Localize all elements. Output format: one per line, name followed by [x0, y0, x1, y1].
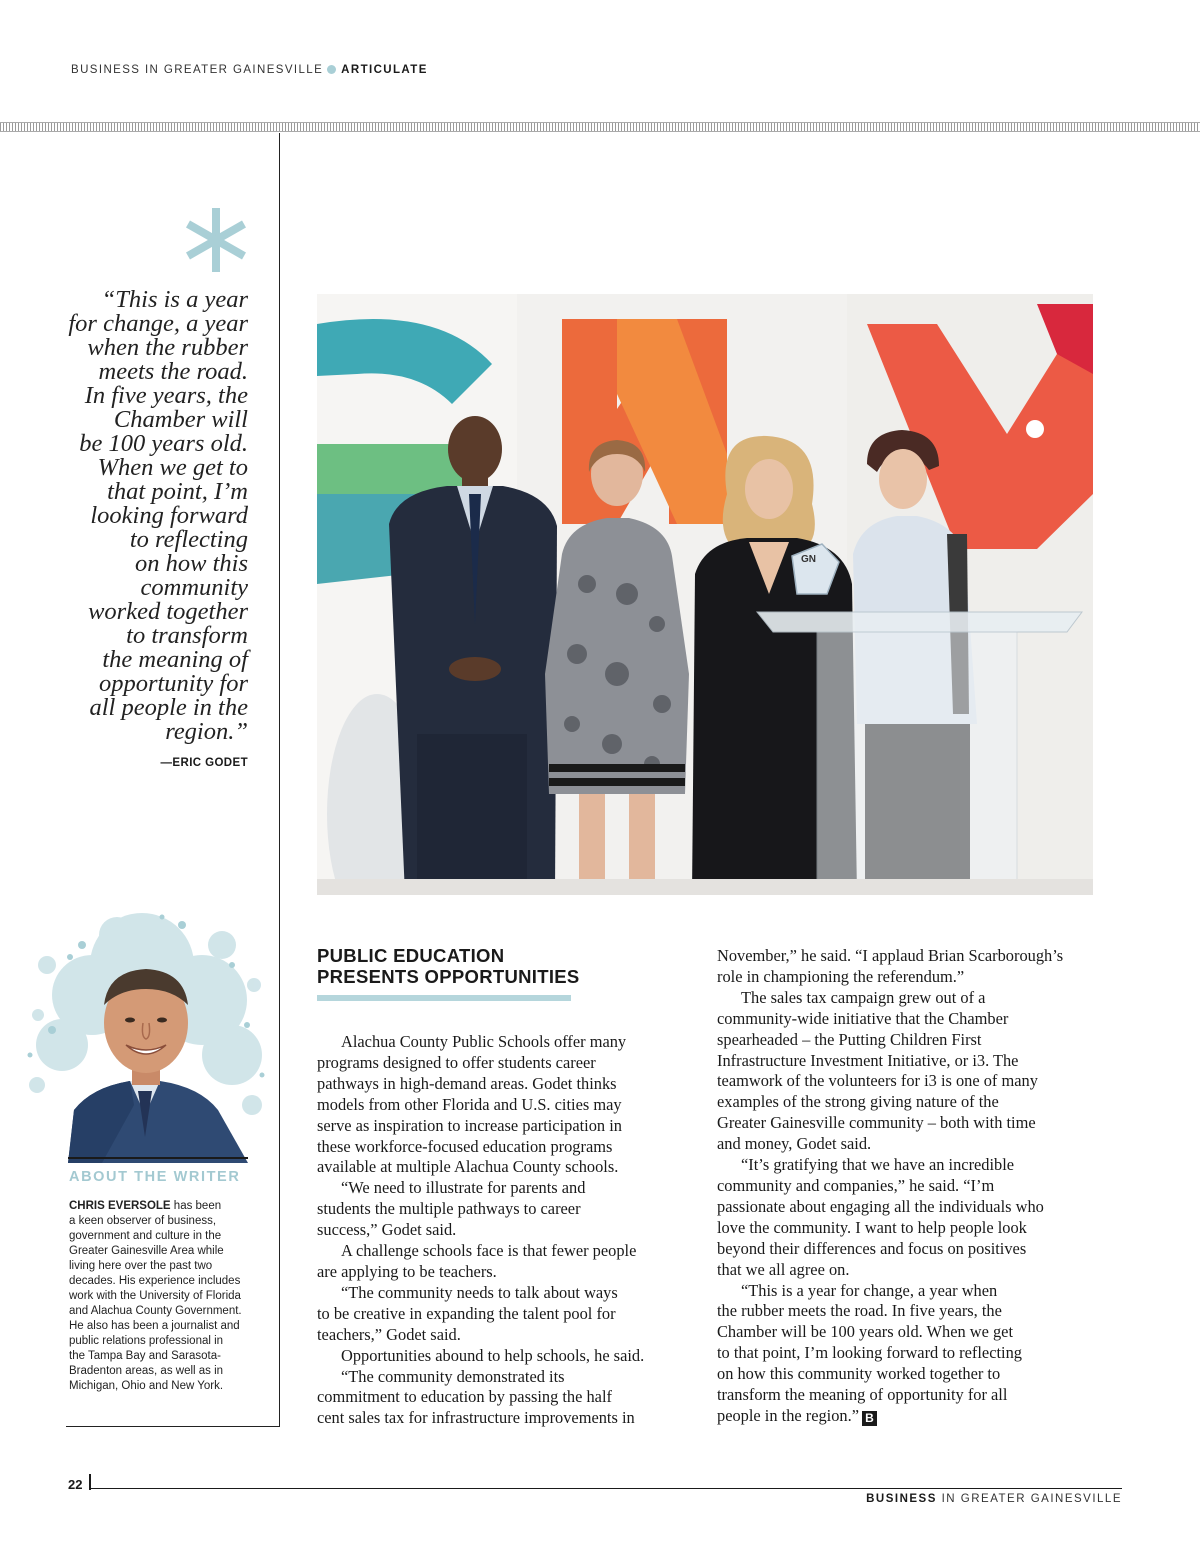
writer-portrait — [22, 905, 270, 1163]
article-line — [317, 1220, 697, 1241]
article-line-text: people in the region.” — [717, 1405, 860, 1425]
footer-publication — [866, 1493, 1122, 1505]
article-line — [317, 1408, 697, 1429]
article-line — [717, 1406, 1107, 1427]
article-line-text: teachers,” Godet said. — [317, 1324, 461, 1344]
pull-quote-line: In five years, the — [84, 382, 248, 409]
article-line-text: pathways in high-demand areas. Godet thinks — [317, 1073, 617, 1093]
pull-quote-attribution: —ERIC GODET — [160, 757, 248, 769]
article-line-text: Opportunities abound to help schools, he said. — [341, 1345, 645, 1365]
article-line — [317, 1032, 697, 1053]
article-line — [717, 1092, 1107, 1113]
article-line-text: community-wide initiative that the Chamber — [717, 1008, 1009, 1028]
article-line — [317, 1325, 697, 1346]
bio-line: a keen observer of business, — [69, 1215, 217, 1227]
bullet-dot-icon — [327, 65, 336, 74]
pull-quote-line: worked together — [88, 598, 248, 625]
article-line-text: Infrastructure Investment Initiative, or i3. The — [717, 1050, 1019, 1070]
article-line-text: love the community. I want to help people look — [717, 1217, 1027, 1237]
footer-publication-bold: BUSINESS — [866, 1493, 937, 1505]
article-line — [717, 1009, 1107, 1030]
article-line-text: to be creative in expanding the talent pool for — [317, 1303, 616, 1323]
running-head — [71, 64, 428, 76]
article-line — [717, 1260, 1107, 1281]
article-line-text: and money, Godet said. — [717, 1134, 872, 1154]
article-line — [717, 1071, 1107, 1092]
bio-line: He also has been a journalist and — [69, 1320, 240, 1332]
pull-quote-line: opportunity for — [98, 670, 248, 697]
article-line — [717, 1322, 1107, 1343]
heading-underline — [317, 995, 571, 1001]
bio-line: decades. His experience includes — [69, 1275, 241, 1287]
sidebar-bottom-rule — [66, 1426, 280, 1427]
article-line-text: Greater Gainesville community – both with time — [717, 1113, 1036, 1133]
event-photo — [317, 294, 1093, 895]
article-line-text: commitment to education by passing the half — [317, 1387, 612, 1407]
pull-quote-line: meets the road. — [98, 358, 248, 385]
article-line-text: these workforce-focused education programs — [317, 1136, 613, 1156]
pull-quote-line: all people in the — [89, 694, 248, 721]
writer-bio — [69, 1199, 269, 1394]
article-line — [717, 1155, 1107, 1176]
article-line — [717, 1134, 1107, 1155]
pull-quote-line: community — [140, 574, 248, 601]
article-line — [717, 1030, 1107, 1051]
pull-quote-line: on how this — [135, 550, 248, 577]
article-line-text: students the multiple pathways to career — [317, 1199, 581, 1219]
article-line-text: Chamber will be 100 years old. When we get — [717, 1322, 1014, 1342]
section-name: ARTICULATE — [341, 64, 428, 76]
article-line — [717, 1364, 1107, 1385]
bio-line: Greater Gainesville Area while — [69, 1245, 224, 1257]
section-heading — [317, 945, 617, 987]
article-column-2 — [717, 946, 1107, 1427]
article-line-text: programs designed to offer students career — [317, 1052, 596, 1072]
section-heading-line-1: PUBLIC EDUCATION — [317, 945, 505, 966]
article-line — [317, 1304, 697, 1325]
article-line-text: beyond their differences and focus on positives — [717, 1238, 1027, 1258]
bio-line: government and culture in the — [69, 1230, 222, 1242]
article-line-text: passionate about engaging all the individuals who — [717, 1196, 1044, 1216]
bio-line: work with the University of Florida — [69, 1290, 241, 1302]
article-line-text: “The community needs to talk about ways — [341, 1282, 618, 1302]
article-line — [717, 1176, 1107, 1197]
article-line-text: that we all agree on. — [717, 1259, 850, 1279]
pull-quote-line: the meaning of — [102, 646, 248, 673]
article-line — [317, 1241, 697, 1262]
article-line — [717, 946, 1107, 967]
section-heading-line-2: PRESENTS OPPORTUNITIES — [317, 966, 580, 987]
article-line — [717, 1051, 1107, 1072]
article-line-text: cent sales tax for infrastructure improvements in — [317, 1408, 635, 1428]
writer-name: CHRIS EVERSOLE — [69, 1200, 171, 1212]
pull-quote-line: region.” — [165, 718, 248, 745]
pull-quote-line: Chamber will — [113, 406, 248, 433]
article-line — [717, 1281, 1107, 1302]
article-line-text: The sales tax campaign grew out of a — [741, 987, 986, 1007]
sidebar-vertical-rule — [279, 133, 280, 1427]
article-line-text: “The community demonstrated its — [341, 1366, 565, 1386]
article-line-text: spearheaded – the Putting Children First — [717, 1029, 982, 1049]
article-line — [717, 988, 1107, 1009]
article-line — [317, 1053, 697, 1074]
award-label: GN — [801, 554, 816, 565]
bio-line: Michigan, Ohio and New York. — [69, 1380, 224, 1392]
article-line — [317, 1137, 697, 1158]
article-line — [717, 1239, 1107, 1260]
bio-line: living here over the past two — [69, 1260, 213, 1272]
article-column-1 — [317, 1032, 697, 1429]
publication-name: BUSINESS IN GREATER GAINESVILLE — [71, 64, 324, 76]
article-line — [317, 1283, 697, 1304]
article-line — [317, 1346, 697, 1367]
pull-quote-line: be 100 years old. — [79, 430, 248, 457]
article-line — [317, 1387, 697, 1408]
article-line-text: are applying to be teachers. — [317, 1261, 497, 1281]
end-mark-icon: B — [862, 1411, 877, 1426]
footer-rule — [91, 1488, 1122, 1489]
article-line — [317, 1178, 697, 1199]
bio-text: has been — [170, 1200, 222, 1212]
article-line — [717, 967, 1107, 988]
article-line — [717, 1343, 1107, 1364]
pull-quote-line: that point, I’m — [107, 478, 248, 505]
article-line-text: “It’s gratifying that we have an incredible — [741, 1155, 1015, 1175]
article-line — [317, 1262, 697, 1283]
article-line — [717, 1301, 1107, 1322]
article-line — [317, 1116, 697, 1137]
article-line-text: November,” he said. “I applaud Brian Scarborough’s — [717, 946, 1064, 965]
article-line-text: role in championing the referendum.” — [717, 966, 965, 986]
article-line — [317, 1095, 697, 1116]
article-line — [717, 1197, 1107, 1218]
pull-quote-line: for change, a year — [68, 310, 248, 337]
article-line-text: A challenge schools face is that fewer people — [341, 1241, 637, 1261]
article-line-text: teamwork of the volunteers for i3 is one of many — [717, 1071, 1038, 1091]
article-line-text: Alachua County Public Schools offer many — [341, 1032, 627, 1051]
pull-quote-line: when the rubber — [87, 334, 248, 361]
about-the-writer-heading: ABOUT THE WRITER — [69, 1169, 241, 1185]
article-line-text: to that point, I’m looking forward to reflecting — [717, 1343, 1022, 1363]
bio-line: and Alachua County Government. — [69, 1305, 242, 1317]
article-line — [317, 1367, 697, 1388]
pull-quote-line: to reflecting — [129, 526, 248, 553]
article-line-text: the rubber meets the road. In five years, the — [717, 1301, 1002, 1321]
article-line-text: on how this community worked together to — [717, 1364, 1001, 1384]
article-line-text: success,” Godet said. — [317, 1220, 457, 1240]
article-line — [317, 1074, 697, 1095]
pull-quote-line: looking forward — [90, 502, 248, 529]
article-line-text: serve as inspiration to increase participation in — [317, 1115, 622, 1135]
bio-line: the Tampa Bay and Sarasota- — [69, 1350, 221, 1362]
asterisk-icon — [182, 206, 250, 274]
article-line-text: community and companies,” he said. “I’m — [717, 1175, 995, 1195]
article-line-text: available at multiple Alachua County schools. — [317, 1157, 619, 1177]
pull-quote-line: to transform — [126, 622, 248, 649]
bio-line: Bradenton areas, as well as in — [69, 1365, 224, 1377]
page-number: 22 — [68, 1477, 83, 1492]
pull-quote — [40, 288, 248, 744]
article-line — [717, 1385, 1107, 1406]
article-line-text: transform the meaning of opportunity for all — [717, 1385, 1008, 1405]
article-line-text: “This is a year for change, a year when — [741, 1280, 998, 1300]
pull-quote-line: When we get to — [97, 454, 248, 481]
footer-publication-rest: IN GREATER GAINESVILLE — [936, 1493, 1122, 1505]
article-line-text: examples of the strong giving nature of the — [717, 1092, 999, 1112]
article-line — [717, 1113, 1107, 1134]
article-line — [317, 1157, 697, 1178]
bio-line: public relations professional in — [69, 1335, 224, 1347]
article-line-text: “We need to illustrate for parents and — [341, 1178, 586, 1198]
article-line-text: models from other Florida and U.S. cities may — [317, 1094, 622, 1114]
article-line — [717, 1218, 1107, 1239]
pull-quote-line: “This is a year — [101, 286, 248, 313]
header-hatch-band — [0, 122, 1200, 132]
article-line — [317, 1199, 697, 1220]
bio-line — [69, 1199, 269, 1214]
